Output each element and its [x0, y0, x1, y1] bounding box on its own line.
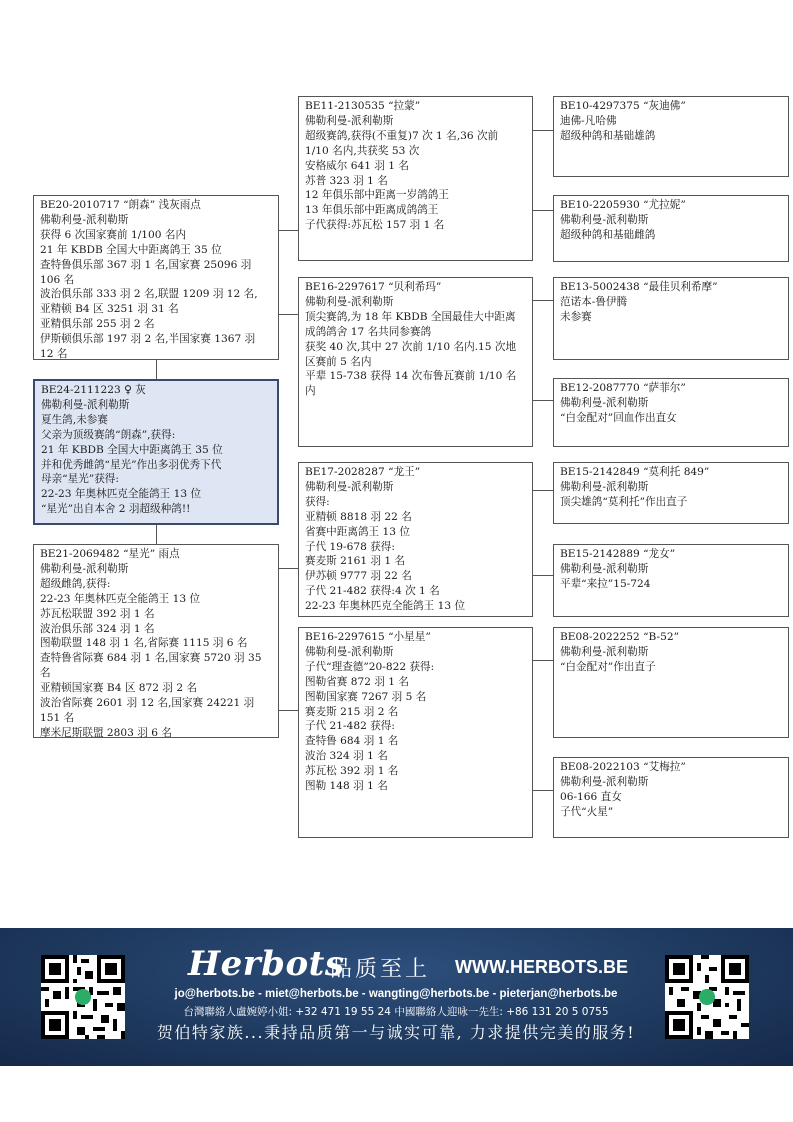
- connector-ss-ssd: [532, 210, 553, 211]
- card-text-line: 佛勒利曼-派利勒斯: [40, 213, 129, 226]
- website-link[interactable]: WWW.HERBOTS.BE: [455, 957, 628, 977]
- card-text-line: 佛勒利曼-派利勒斯: [305, 645, 394, 658]
- qr-code-left: [41, 955, 125, 1039]
- card-text-line: 平辈 15-738 获得 14 次布鲁瓦赛前 1/10 名: [305, 370, 517, 383]
- card-text-line: 波治俱乐部 333 羽 2 名,联盟 1209 羽 12 名,: [40, 288, 258, 301]
- card-text-line: 迪佛-凡哈佛: [560, 114, 617, 127]
- connector-subject-dam: [156, 524, 157, 544]
- ring-number-line: BE08-2022252 “B-52”: [560, 631, 679, 643]
- ring-number-line: BE20-2010717 “朗森” 浅灰雨点: [40, 199, 201, 211]
- card-text-line: 151 名: [40, 711, 75, 724]
- ss-sire-card: [553, 96, 789, 177]
- card-text-line: 波治 324 羽 1 名: [305, 750, 388, 763]
- card-text-line: 查特鲁省际赛 684 羽 1 名,国家赛 5720 羽 35: [40, 652, 262, 665]
- connector-sd-sds: [532, 300, 553, 301]
- ds-sire-card: [553, 462, 789, 524]
- card-text-line: 查特鲁 684 羽 1 名: [305, 735, 399, 748]
- ring-number-line: BE16-2297617 “贝利希玛”: [305, 281, 442, 293]
- card-text-line: 波治省际赛 2601 羽 12 名,国家赛 24221 羽: [40, 697, 255, 710]
- card-text-line: 超级种鸽和基础雄鸽: [560, 129, 656, 142]
- ring-number-line: BE16-2297615 “小星星”: [305, 631, 431, 643]
- sire-dam-card: [298, 277, 533, 447]
- connector-dd-dds: [532, 660, 553, 661]
- card-text-line: 子代获得:苏瓦松 157 羽 1 名: [305, 219, 445, 232]
- card-text-line: 区赛前 5 名内: [305, 355, 372, 368]
- sire-card: [33, 195, 279, 360]
- connector-ds-dss: [532, 490, 553, 491]
- card-text-line: 1/10 名内,共获奖 53 次: [305, 144, 420, 157]
- brand-logo: Herbots: [188, 944, 345, 984]
- card-text-line: 摩米尼斯联盟 2803 羽 6 名: [40, 726, 172, 738]
- card-text-line: 伊斯顿俱乐部 197 羽 2 名,半国家赛 1367 羽: [40, 333, 256, 346]
- card-text-line: 图勒联盟 148 羽 1 名,省际赛 1115 羽 6 名: [40, 637, 248, 650]
- ds-dam-card: [553, 544, 789, 617]
- card-text-line: 图勒国家赛 7267 羽 5 名: [305, 690, 427, 703]
- card-text-line: “白金配对”回血作出直女: [560, 411, 677, 424]
- card-text-line: 21 年 KBDB 全国大中距离鸽王 35 位: [41, 443, 223, 456]
- card-text-line: 成鸽鸽舍 17 名共同参赛鸽: [305, 325, 432, 338]
- card-text-line: 亚精顿 B4 区 3251 羽 31 名: [40, 303, 179, 316]
- card-text-line: 佛勒利曼-派利勒斯: [560, 396, 649, 409]
- card-text-line: 母亲“星光”获得:: [41, 473, 119, 486]
- ring-number-line: BE12-2087770 “萨菲尔”: [560, 382, 686, 394]
- card-text-line: 波治俱乐部 324 羽 1 名: [40, 622, 155, 635]
- card-text-line: 安格威尔 641 羽 1 名: [305, 159, 409, 172]
- card-text-line: 21 年 KBDB 全国大中距离鸽王 35 位: [40, 243, 222, 256]
- card-text-line: 12 名: [40, 348, 68, 360]
- connector-sire-subject: [156, 359, 157, 379]
- card-text-line: 夏生鸽,未参赛: [41, 413, 108, 426]
- card-text-line: “白金配对”作出直子: [560, 660, 656, 673]
- card-text-line: 图勒省赛 872 羽 1 名: [305, 675, 409, 688]
- card-text-line: 超级种鸽和基础雌鸽: [560, 228, 656, 241]
- card-text-line: 佛勒利曼-派利勒斯: [305, 480, 394, 493]
- card-text-line: 子代 19-678 获得:: [305, 540, 395, 553]
- card-text-line: 平辈“来拉”15-724: [560, 577, 651, 590]
- qr-code-right: [665, 955, 749, 1039]
- connector-sire-sd: [278, 314, 298, 315]
- card-text-line: 赛麦斯 2161 羽 1 名: [305, 555, 406, 568]
- card-text-line: 查特鲁俱乐部 367 羽 1 名,国家赛 25096 羽: [40, 258, 252, 271]
- card-text-line: 苏瓦松联盟 392 羽 1 名: [40, 607, 155, 620]
- card-text-line: 佛勒利曼-派利勒斯: [305, 295, 394, 308]
- slogan: 品质至上: [330, 957, 431, 982]
- card-text-line: 内: [305, 385, 316, 398]
- dam-dam-card: [298, 627, 533, 838]
- card-text-line: 12 年俱乐部中距离一岁鸽鸽王: [305, 189, 449, 202]
- card-text-line: 亚精顿国家赛 B4 区 872 羽 2 名: [40, 682, 198, 695]
- card-text-line: 获奖 40 次,其中 27 次前 1/10 名内.15 次地: [305, 340, 517, 353]
- card-text-line: 父亲为顶级赛鸽“朗森”,获得:: [41, 428, 176, 441]
- card-text-line: 106 名: [40, 273, 75, 286]
- ring-number-line: BE13-5002438 “最佳贝利希摩”: [560, 281, 718, 293]
- subject-card: [33, 379, 279, 525]
- card-text-line: 范诺本-鲁伊腾: [560, 295, 628, 308]
- card-text-line: 佛勒利曼-派利勒斯: [560, 562, 649, 575]
- dd-dam-card: [553, 757, 789, 838]
- connector-ss-sss: [532, 130, 553, 131]
- card-text-line: “星光”出自本舍 2 羽超级种鸽!!: [41, 503, 191, 516]
- card-text-line: 顶尖雄鸽“莫利托”作出直子: [560, 495, 688, 508]
- ss-dam-card: [553, 195, 789, 262]
- card-text-line: 22-23 年奥林匹克全能鸽王 13 位: [305, 600, 466, 613]
- card-text-line: 佛勒利曼-派利勒斯: [305, 114, 394, 127]
- card-text-line: 并和优秀雌鸽“星光”作出多羽优秀下代: [41, 458, 222, 471]
- ring-number-line: BE10-4297375 “灰迪佛”: [560, 100, 686, 112]
- card-text-line: 未参赛: [560, 310, 592, 323]
- card-text-line: 佛勒利曼-派利勒斯: [560, 645, 649, 658]
- card-text-line: 伊苏顿 9777 羽 22 名: [305, 570, 412, 583]
- card-text-line: 省赛中距离鸽王 13 位: [305, 525, 410, 538]
- card-text-line: 佛勒利曼-派利勒斯: [560, 775, 649, 788]
- dd-sire-card: [553, 627, 789, 738]
- card-text-line: 佛勒利曼-派利勒斯: [560, 213, 649, 226]
- card-text-line: 06-166 直女: [560, 790, 622, 803]
- ring-number-line: BE15-2142849 “莫利托 849”: [560, 466, 710, 478]
- card-text-line: 获得:: [305, 495, 330, 508]
- card-text-line: 子代 21-482 获得:: [305, 720, 395, 733]
- ring-number-line: BE11-2130535 “拉蒙”: [305, 100, 421, 112]
- card-text-line: 13 年俱乐部中距离成鸽鸽王: [305, 204, 439, 217]
- connector-dam-ds: [278, 568, 298, 569]
- sire-sire-card: [298, 96, 533, 261]
- card-text-line: 子代“理查德”20-822 获得:: [305, 660, 435, 673]
- card-text-line: 苏普 323 羽 1 名: [305, 174, 388, 187]
- ring-number-line: BE08-2022103 “艾梅拉”: [560, 761, 686, 773]
- card-text-line: 佛勒利曼-派利勒斯: [560, 480, 649, 493]
- card-text-line: 22-23 年奥林匹克全能鸽王 13 位: [40, 592, 201, 605]
- card-text-line: 佛勒利曼-派利勒斯: [40, 562, 129, 575]
- connector-dam-dd: [278, 710, 298, 711]
- dam-sire-card: [298, 462, 533, 617]
- card-text-line: 获得 6 次国家赛前 1/100 名内: [40, 228, 187, 241]
- sd-dam-card: [553, 378, 789, 447]
- connector-ds-dsd: [532, 575, 553, 576]
- card-text-line: 图勒 148 羽 1 名: [305, 780, 388, 793]
- contact-phones: 台灣聯絡人盧婉婷小姐: +32 471 19 55 24 中國聯絡人迎咏一先生: +86 131 20 5 0755: [183, 1006, 609, 1018]
- card-text-line: 子代“火星”: [560, 805, 614, 818]
- card-text-line: 超级赛鸽,获得(不重复)7 次 1 名,36 次前: [305, 129, 499, 142]
- connector-sire-ss: [278, 230, 298, 231]
- card-text-line: 赛麦斯 215 羽 2 名: [305, 705, 399, 718]
- card-text-line: 22-23 年奥林匹克全能鸽王 13 位: [41, 488, 202, 501]
- dam-card: [33, 544, 279, 738]
- ring-number-line: BE21-2069482 “星光” 雨点: [40, 548, 180, 560]
- connector-sd-sdd: [532, 400, 553, 401]
- sd-sire-card: [553, 277, 789, 360]
- ring-number-line: BE24-2111223 ♀ 灰: [41, 384, 146, 396]
- card-text-line: 名: [40, 667, 51, 680]
- ring-number-line: BE17-2028287 “龙王”: [305, 466, 421, 478]
- card-text-line: 亚精俱乐部 255 羽 2 名: [40, 318, 155, 331]
- contact-emails: jo@herbots.be - miet@herbots.be - wangting@herbots.be - pieterjan@herbots.be: [174, 988, 618, 1000]
- connector-dd-ddd: [532, 790, 553, 791]
- card-text-line: 苏瓦松 392 羽 1 名: [305, 765, 399, 778]
- ring-number-line: BE10-2205930 “尤拉妮”: [560, 199, 686, 211]
- card-text-line: 亚精顿 8818 羽 22 名: [305, 510, 412, 523]
- card-text-line: 子代 21-482 获得:4 次 1 名: [305, 585, 440, 598]
- card-text-line: 佛勒利曼-派利勒斯: [41, 398, 130, 411]
- card-text-line: 顶尖赛鸽,为 18 年 KBDB 全国最佳大中距离: [305, 310, 516, 323]
- tagline: 贺伯特家族...秉持品质第一与诚实可靠, 力求提供完美的服务!: [156, 1023, 636, 1042]
- ring-number-line: BE15-2142889 “龙女”: [560, 548, 676, 560]
- card-text-line: 超级雌鸽,获得:: [40, 577, 111, 590]
